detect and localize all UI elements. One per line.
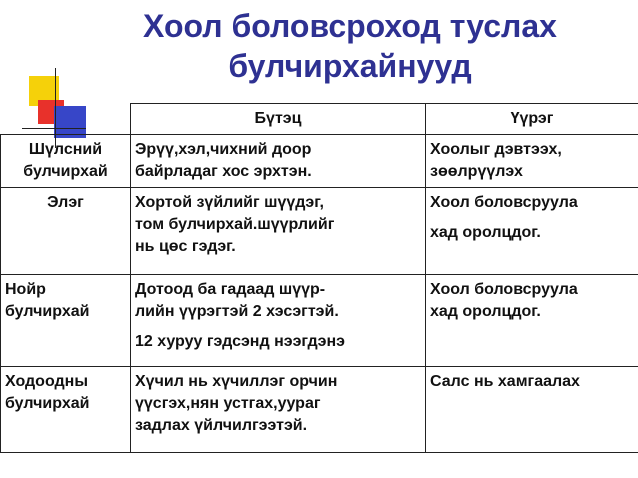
structure-line: Эрүү,хэл,чихний доор bbox=[135, 141, 312, 158]
gland-name-line: Шүлсний bbox=[28, 141, 103, 158]
gland-name-line: Элэг bbox=[47, 194, 84, 211]
function-line: хад оролцдог. bbox=[430, 303, 541, 320]
structure-line: байрладаг хос эрхтэн. bbox=[135, 163, 312, 180]
table-header-row bbox=[1, 104, 638, 135]
table-row bbox=[1, 275, 638, 367]
function-line: зөөлрүүлэх bbox=[430, 163, 523, 180]
gland-name-cell bbox=[1, 367, 131, 453]
header-function: Үүрэг bbox=[426, 104, 638, 135]
title-line-1: Хоол боловсроход туслах bbox=[143, 8, 557, 44]
function-line: Салс нь хамгаалах bbox=[430, 373, 580, 390]
structure-line: Хүчил нь хүчиллэг орчин bbox=[135, 373, 338, 390]
structure-cell bbox=[131, 275, 426, 367]
structure-cell bbox=[131, 188, 426, 275]
structure-cell bbox=[131, 367, 426, 453]
function-cell bbox=[426, 275, 638, 367]
function-line: Хоол боловсруула bbox=[430, 194, 578, 211]
header-cell-empty bbox=[1, 104, 131, 135]
function-cell bbox=[426, 135, 638, 188]
gland-name-line: Ходоодны bbox=[5, 373, 88, 390]
table-row bbox=[1, 367, 638, 453]
function-line: хад оролцдог. bbox=[430, 224, 541, 241]
gland-name-line: Нойр bbox=[5, 281, 46, 298]
structure-line: том булчирхай.шүүрлийг bbox=[135, 216, 335, 233]
function-cell bbox=[426, 188, 638, 275]
structure-line: лийн үүрэгтэй 2 хэсэгтэй. bbox=[135, 303, 339, 320]
glands-table bbox=[0, 103, 638, 453]
gland-name-line: булчирхай bbox=[5, 395, 90, 412]
structure-line: нь цөс гэдэг. bbox=[135, 238, 236, 255]
structure-line: 12 хуруу гэдсэнд нээгдэнэ bbox=[135, 333, 345, 350]
gland-name-line: булчирхай bbox=[23, 163, 108, 180]
gland-name-cell bbox=[1, 188, 131, 275]
structure-line: Дотоод ба гадаад шүүр- bbox=[135, 281, 326, 298]
structure-line: үүсгэх,нян устгах,уураг bbox=[135, 395, 321, 412]
function-cell bbox=[426, 367, 638, 453]
header-structure: Бүтэц bbox=[131, 104, 426, 135]
table-row bbox=[1, 135, 638, 188]
function-line: Хоолыг дэвтээх, bbox=[430, 141, 562, 158]
structure-line: задлах үйлчилгээтэй. bbox=[135, 417, 308, 434]
gland-name-cell bbox=[1, 135, 131, 188]
gland-name-line: булчирхай bbox=[5, 303, 90, 320]
title-line-2: булчирхайнууд bbox=[228, 48, 472, 84]
gland-name-cell bbox=[1, 275, 131, 367]
table-row bbox=[1, 188, 638, 275]
function-line: Хоол боловсруула bbox=[430, 281, 578, 298]
structure-cell bbox=[131, 135, 426, 188]
slide-title bbox=[70, 6, 630, 86]
structure-line: Хортой зүйлийг шүүдэг, bbox=[135, 194, 324, 211]
